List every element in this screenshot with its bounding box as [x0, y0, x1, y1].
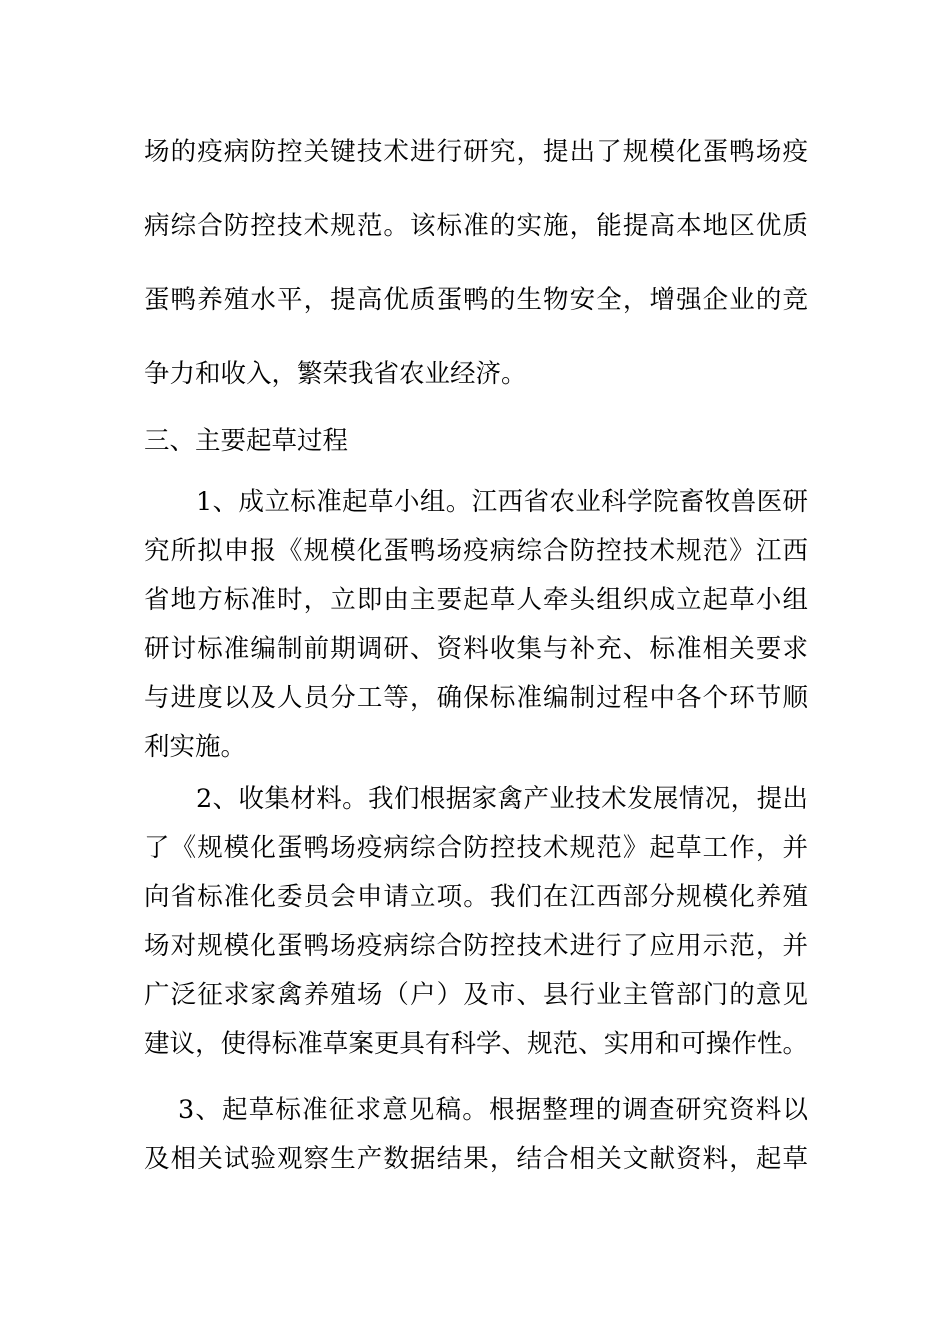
paragraph-number: 1 [196, 487, 213, 517]
paragraph-line: 与进度以及人员分工等，确保标准编制过程中各个环节顺 [144, 683, 808, 713]
paragraph-first-line [196, 486, 808, 518]
paragraph-line: 省地方标准时，立即由主要起草人牵头组织成立起草小组 [144, 585, 808, 615]
paragraph-line: 场的疫病防控关键技术进行研究，提出了规模化蛋鸭场疫 [144, 137, 808, 167]
paragraph-line: 建议，使得标准草案更具有科学、规范、实用和可操作性。 [144, 1029, 808, 1059]
paragraph-line: 及相关试验观察生产数据结果，结合相关文献资料，起草 [144, 1144, 808, 1174]
paragraph-line: 研讨标准编制前期调研、资料收集与补充、标准相关要求 [144, 634, 808, 664]
section-heading: 三、主要起草过程 [144, 426, 349, 456]
paragraph-first-line [178, 1094, 808, 1126]
paragraph-line: 向省标准化委员会申请立项。我们在江西部分规模化养殖 [144, 882, 808, 912]
paragraph-line: 场对规模化蛋鸭场疫病综合防控技术进行了应用示范，并 [144, 931, 808, 961]
paragraph-text: 、收集材料。我们根据家禽产业技术发展情况，提出 [212, 784, 808, 814]
paragraph-text: 、起草标准征求意见稿。根据整理的调查研究资料以 [194, 1095, 808, 1125]
paragraph-line: 争力和收入，繁荣我省农业经济。 [144, 359, 527, 389]
paragraph-line: 利实施。 [144, 732, 247, 762]
paragraph-text: 、成立标准起草小组。江西省农业科学院畜牧兽医研 [212, 487, 808, 517]
paragraph-number: 3 [178, 1095, 195, 1125]
paragraph-number: 2 [196, 784, 213, 814]
paragraph-line: 蛋鸭养殖水平，提高优质蛋鸭的生物安全，增强企业的竞 [144, 285, 808, 315]
paragraph-line: 病综合防控技术规范。该标准的实施，能提高本地区优质 [144, 211, 808, 241]
paragraph-line: 了《规模化蛋鸭场疫病综合防控技术规范》起草工作，并 [144, 833, 808, 863]
paragraph-line: 究所拟申报《规模化蛋鸭场疫病综合防控技术规范》江西 [144, 536, 808, 566]
paragraph-line: 广泛征求家禽养殖场（户）及市、县行业主管部门的意见 [144, 980, 808, 1010]
paragraph-first-line [196, 783, 808, 815]
